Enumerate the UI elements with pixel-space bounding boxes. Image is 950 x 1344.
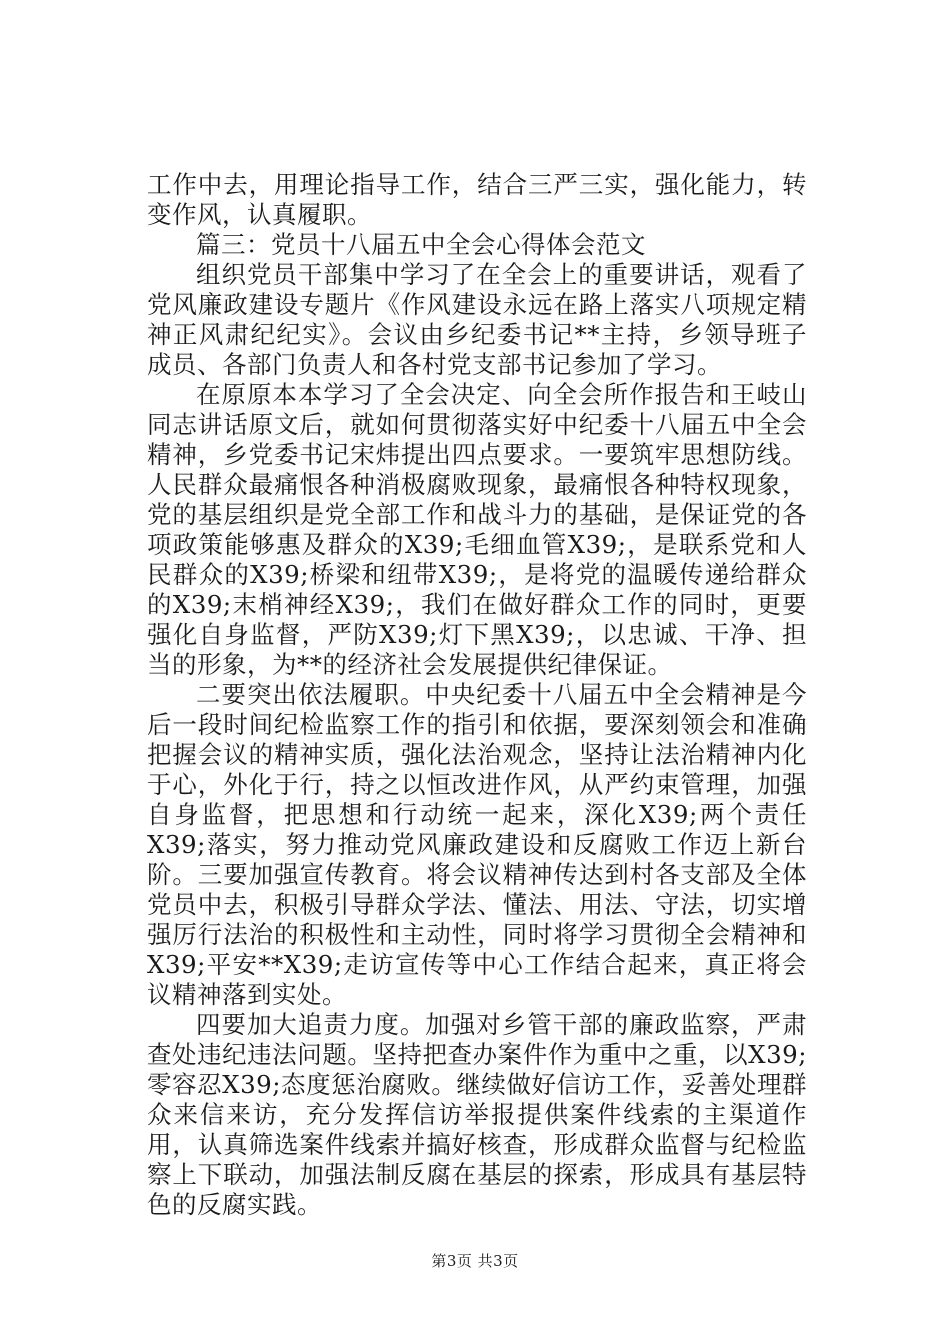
section-heading: 篇三：党员十八届五中全会心得体会范文 bbox=[196, 230, 646, 259]
document-body bbox=[147, 170, 807, 1220]
paragraph: 组织党员干部集中学习了在全会上的重要讲话，观看了党风廉政建设专题片《作风建设永远在路上落实八项规定精神正风肃纪纪实》。会议由乡纪委书记**主持，乡领导班子成员、各部门负责人和各村党支部书记参加了学习。 bbox=[147, 260, 807, 379]
paragraph: 二要突出依法履职。中央纪委十八届五中全会精神是今后一段时间纪检监察工作的指引和依据，要深刻领会和准确把握会议的精神实质，强化法治观念，坚持让法治精神内化于心，外化于行，持之以恒改进作风，从严约束管理，加强自身监督，把思想和行动统一起来，深化X39;两个责任X39;落实，努力推动党风廉政建设和反腐败工作迈上新台阶。三要加强宣传教育。将会议精神传达到村各支部及全体党员中去，积极引导群众学法、懂法、用法、守法，切实增强厉行法治的积极性和主动性，同时将学习贯彻全会精神和X39;平安**X39;走访宣传等中心工作结合起来，真正将会议精神落到实处。 bbox=[147, 680, 807, 1009]
page-number-footer: 第3页 共3页 bbox=[431, 1252, 519, 1270]
paragraph-continuation: 工作中去，用理论指导工作，结合三严三实，强化能力，转变作风，认真履职。 bbox=[147, 170, 807, 229]
paragraph: 四要加大追责力度。加强对乡管干部的廉政监察，严肃查处违纪违法问题。坚持把查办案件作为重中之重，以X39;零容忍X39;态度惩治腐败。继续做好信访工作，妥善处理群众来信来访，充分发挥信访举报提供案件线索的主渠道作用，认真筛选案件线索并搞好核查，形成群众监督与纪检监察上下联动，加强法制反腐在基层的探索，形成具有基层特色的反腐实践。 bbox=[147, 1010, 807, 1219]
paragraph: 在原原本本学习了全会决定、向全会所作报告和王岐山同志讲话原文后，就如何贯彻落实好中纪委十八届五中全会精神，乡党委书记宋炜提出四点要求。一要筑牢思想防线。人民群众最痛恨各种消极腐败现象，最痛恨各种特权现象，党的基层组织是党全部工作和战斗力的基础，是保证党的各项政策能够惠及群众的X39;毛细血管X39;，是联系党和人民群众的X39;桥梁和纽带X39;，是将党的温暖传递给群众的X39;末梢神经X39;，我们在做好群众工作的同时，更要强化自身监督，严防X39;灯下黑X39;，以忠诚、干净、担当的形象，为**的经济社会发展提供纪律保证。 bbox=[147, 380, 807, 679]
